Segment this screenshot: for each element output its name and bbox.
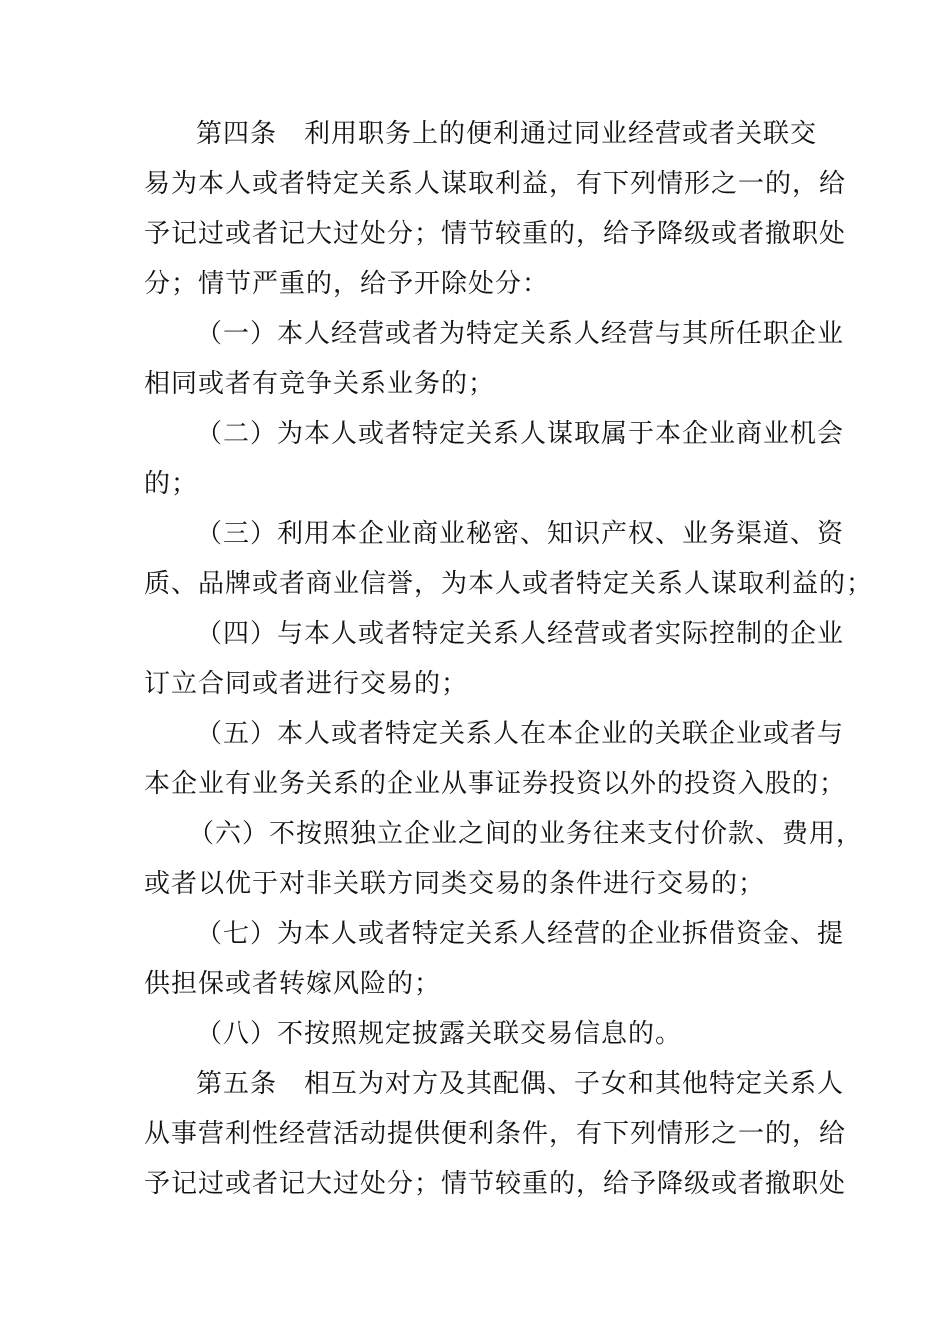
- article-4-heading-line: 第四条 利用职务上的便利通过同业经营或者关联交: [196, 119, 818, 149]
- text-line: 质、品牌或者商业信誉，为本人或者特定关系人谋取利益的；: [144, 569, 874, 599]
- text-line: 予记过或者记大过处分；情节较重的，给予降级或者撤职处: [144, 1169, 847, 1199]
- item-6-line: （六）不按照独立企业之间的业务往来支付价款、费用，: [188, 819, 864, 849]
- text-line: 或者以优于对非关联方同类交易的条件进行交易的；: [144, 869, 766, 899]
- text-line: 易为本人或者特定关系人谋取利益，有下列情形之一的，给: [144, 169, 847, 199]
- item-7-line: （七）为本人或者特定关系人经营的企业拆借资金、提: [196, 919, 845, 949]
- text-line: 相同或者有竞争关系业务的；: [144, 369, 496, 399]
- text-line: 分；情节严重的，给予开除处分：: [144, 269, 550, 299]
- item-5-line: （五）本人或者特定关系人在本企业的关联企业或者与: [196, 719, 845, 749]
- item-8-line: （八）不按照规定披露关联交易信息的。: [196, 1019, 683, 1049]
- text-line: 的；: [144, 469, 199, 499]
- text-line: 本企业有业务关系的企业从事证券投资以外的投资入股的；: [144, 769, 847, 799]
- item-4-line: （四）与本人或者特定关系人经营或者实际控制的企业: [196, 619, 845, 649]
- text-line: 从事营利性经营活动提供便利条件，有下列情形之一的，给: [144, 1119, 847, 1149]
- text-line: 供担保或者转嫁风险的；: [144, 969, 442, 999]
- text-line: 予记过或者记大过处分；情节较重的，给予降级或者撤职处: [144, 219, 847, 249]
- article-5-heading-line: 第五条 相互为对方及其配偶、子女和其他特定关系人: [196, 1069, 845, 1099]
- item-2-line: （二）为本人或者特定关系人谋取属于本企业商业机会: [196, 419, 845, 449]
- item-1-line: （一）本人经营或者为特定关系人经营与其所任职企业: [196, 319, 845, 349]
- item-3-line: （三）利用本企业商业秘密、知识产权、业务渠道、资: [196, 519, 845, 549]
- text-line: 订立合同或者进行交易的；: [144, 669, 469, 699]
